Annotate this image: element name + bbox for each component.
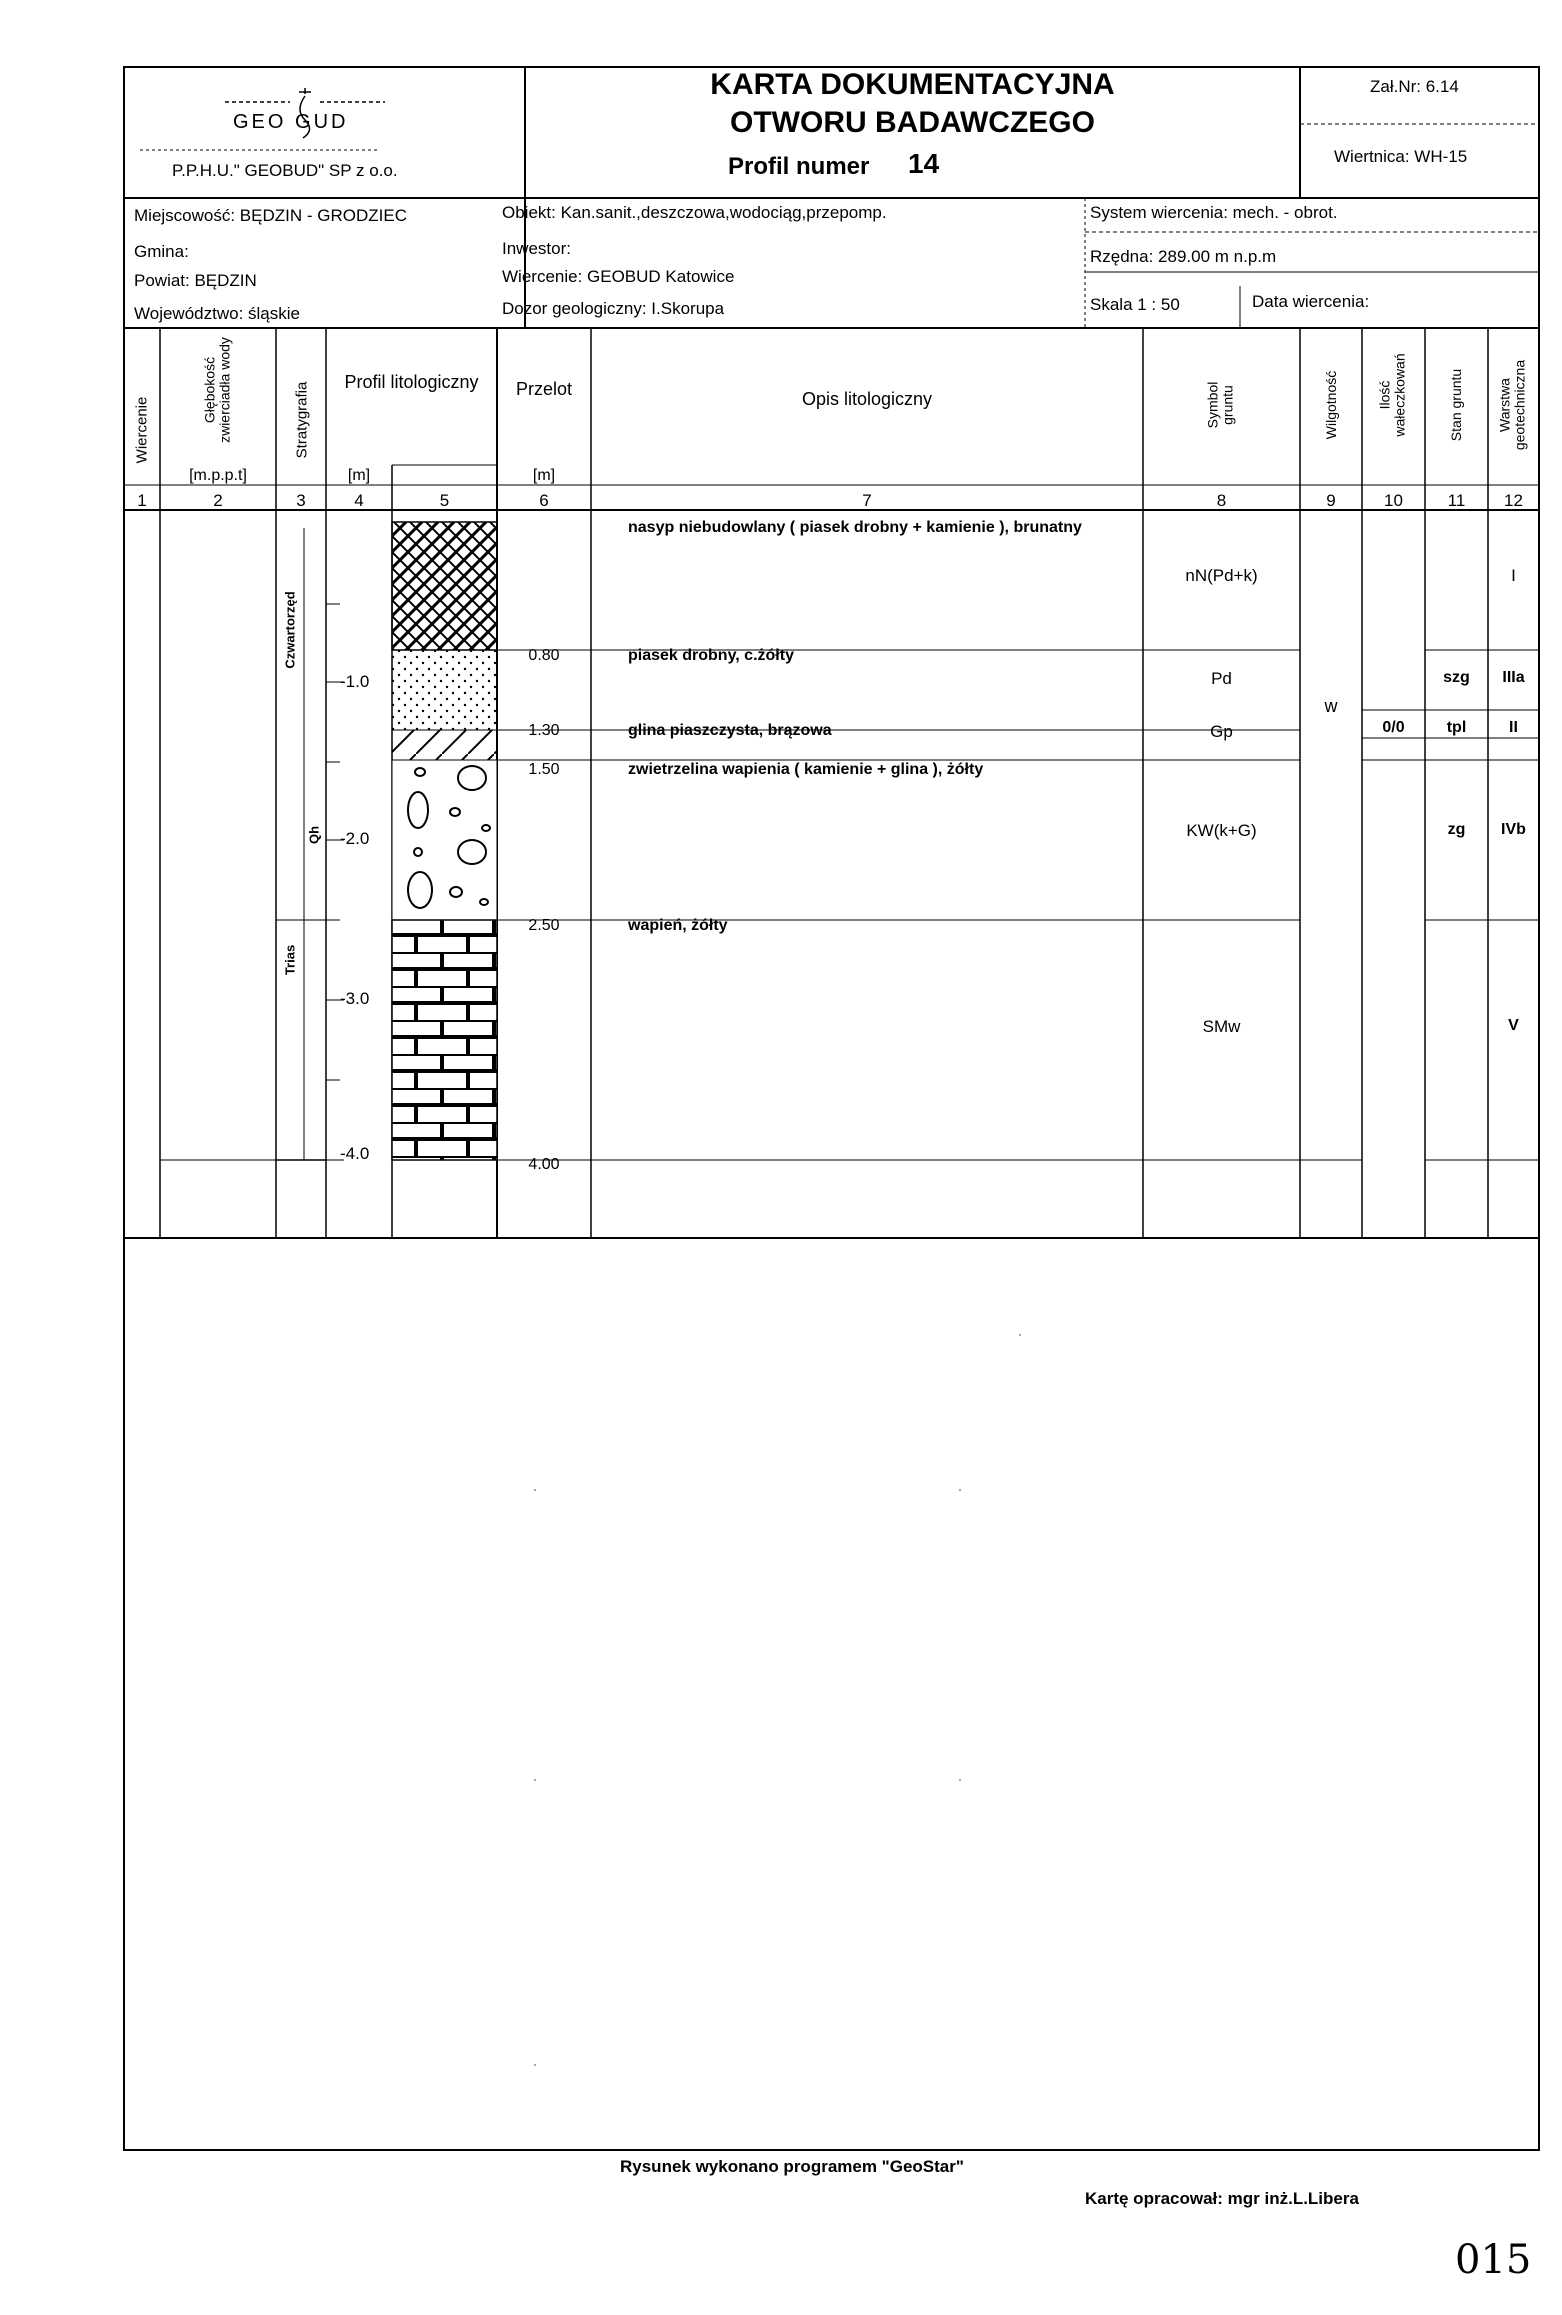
col-header-stan: Stan gruntu xyxy=(1448,368,1464,442)
col-header-symbol: Symbol gruntu xyxy=(1204,381,1236,429)
depth-label-4: -4.0 xyxy=(340,1144,370,1163)
layer-5-warstwa: V xyxy=(1508,1017,1519,1034)
column-number-7: 7 xyxy=(862,491,872,510)
col-header-glebokosc: Głębokość zwierciadła wody xyxy=(201,337,233,443)
unit-depth-m: [m] xyxy=(347,467,371,484)
col-header-wiercenie: Wiercenie xyxy=(133,396,151,464)
moisture-value: w xyxy=(1324,696,1338,716)
col-header-stratygrafia: Stratygrafia xyxy=(293,381,311,459)
layer-3-walec: 0/0 xyxy=(1382,719,1405,736)
footer-author: Kartę opracował: mgr inż.L.Libera xyxy=(1085,2189,1359,2208)
page-number: 015 xyxy=(1455,2237,1532,2283)
drilling-date: Data wiercenia: xyxy=(1252,292,1370,311)
layer-1-symbol: nN(Pd+k) xyxy=(1185,566,1258,585)
layer-2-description: piasek drobny, c.żółty xyxy=(628,647,794,664)
col-header-wilgotnosc: Wilgotność xyxy=(1323,370,1339,440)
column-number-11: 11 xyxy=(1447,491,1466,510)
profile-label: Profil numer xyxy=(728,153,870,180)
bottom-depth: 4.00 xyxy=(528,1156,560,1173)
column-number-1: 1 xyxy=(137,491,147,510)
strat-qh: Qh xyxy=(306,825,322,845)
column-number-12: 12 xyxy=(1504,491,1523,510)
layer-5-symbol: SMw xyxy=(1202,1017,1241,1036)
column-number-10: 10 xyxy=(1384,491,1403,510)
location-town: Miejscowość: BĘDZIN - GRODZIEC xyxy=(134,206,407,225)
layer-5-description: wapień, żółty xyxy=(628,917,728,934)
layer-4-stan: zg xyxy=(1447,821,1466,838)
company-name: P.P.H.U." GEOBUD" SP z o.o. xyxy=(172,161,398,180)
footer-program: Rysunek wykonano programem "GeoStar" xyxy=(620,2157,964,2176)
depth-label-2: -2.0 xyxy=(340,829,370,848)
company-logo xyxy=(215,80,395,140)
column-number-8: 8 xyxy=(1216,491,1227,510)
project-drilling: Wiercenie: GEOBUD Katowice xyxy=(502,267,735,286)
strat-czwartorzed: Czwartorzęd xyxy=(282,591,298,669)
col-header-opis: Opis litologiczny xyxy=(801,389,933,409)
column-number-9: 9 xyxy=(1326,491,1336,510)
layer-5-top: 2.50 xyxy=(528,917,560,934)
project-object: Obiekt: Kan.sanit.,deszczowa,wodociąg,przepomp. xyxy=(502,203,887,222)
drilling-system: System wiercenia: mech. - obrot. xyxy=(1090,203,1338,222)
column-number-5: 5 xyxy=(439,491,450,510)
col-header-profil: Profil litologiczny xyxy=(344,372,479,392)
layer-2-stan: szg xyxy=(1443,669,1470,686)
column-number-2: 2 xyxy=(213,491,223,510)
depth-label-3: -3.0 xyxy=(340,989,370,1008)
location-voivodeship: Województwo: śląskie xyxy=(134,304,300,323)
drilling-elevation: Rzędna: 289.00 m n.p.m xyxy=(1090,247,1277,266)
project-investor: Inwestor: xyxy=(502,239,571,258)
unit-przelot-m: [m] xyxy=(532,467,556,484)
location-commune: Gmina: xyxy=(134,242,189,261)
project-supervision: Dozor geologiczny: I.Skorupa xyxy=(502,299,725,318)
depth-label-1: -1.0 xyxy=(340,672,370,691)
layer-1-warstwa: I xyxy=(1511,566,1516,585)
layer-3-stan: tpl xyxy=(1446,719,1467,736)
unit-mppt: [m.p.p.t] xyxy=(189,467,247,484)
profile-number: 14 xyxy=(908,148,940,179)
col-header-przelot: Przelot xyxy=(515,379,573,399)
layer-4-warstwa: IVb xyxy=(1501,821,1526,838)
card-title-line2: OTWORU BADAWCZEGO xyxy=(730,106,1095,139)
layer-4-description: zwietrzelina wapienia ( kamienie + glina ), żółty xyxy=(628,761,984,778)
col-header-ilosc: Ilość wałeczkowań xyxy=(1376,353,1408,437)
location-county: Powiat: BĘDZIN xyxy=(134,271,257,290)
layer-3-warstwa: II xyxy=(1509,719,1518,736)
strat-trias: Trias xyxy=(282,944,298,976)
layer-2-symbol: Pd xyxy=(1211,669,1232,688)
layer-3-symbol: Gp xyxy=(1210,722,1233,741)
layer-4-top: 1.50 xyxy=(528,761,560,778)
col-header-warstwa: Warstwa geotechniczna xyxy=(1496,359,1528,451)
layer-3-description: glina piaszczysta, brązowa xyxy=(628,722,832,739)
drilling-scale: Skala 1 : 50 xyxy=(1090,295,1180,314)
column-number-3: 3 xyxy=(296,491,306,510)
layer-3-top: 1.30 xyxy=(528,722,560,739)
layer-1-description: nasyp niebudowlany ( piasek drobny + kamienie ), brunatny xyxy=(628,519,1082,536)
layer-2-warstwa: IIIa xyxy=(1502,669,1525,686)
logo-text: GEO GUD xyxy=(233,111,349,133)
column-number-6: 6 xyxy=(539,491,549,510)
attachment-number: Zał.Nr: 6.14 xyxy=(1370,77,1459,96)
layer-4-symbol: KW(k+G) xyxy=(1186,821,1257,840)
layer-2-top: 0.80 xyxy=(528,647,560,664)
column-number-4: 4 xyxy=(354,491,364,510)
card-title-line1: KARTA DOKUMENTACYJNA xyxy=(710,68,1115,101)
drilling-rig: Wiertnica: WH-15 xyxy=(1334,147,1468,166)
